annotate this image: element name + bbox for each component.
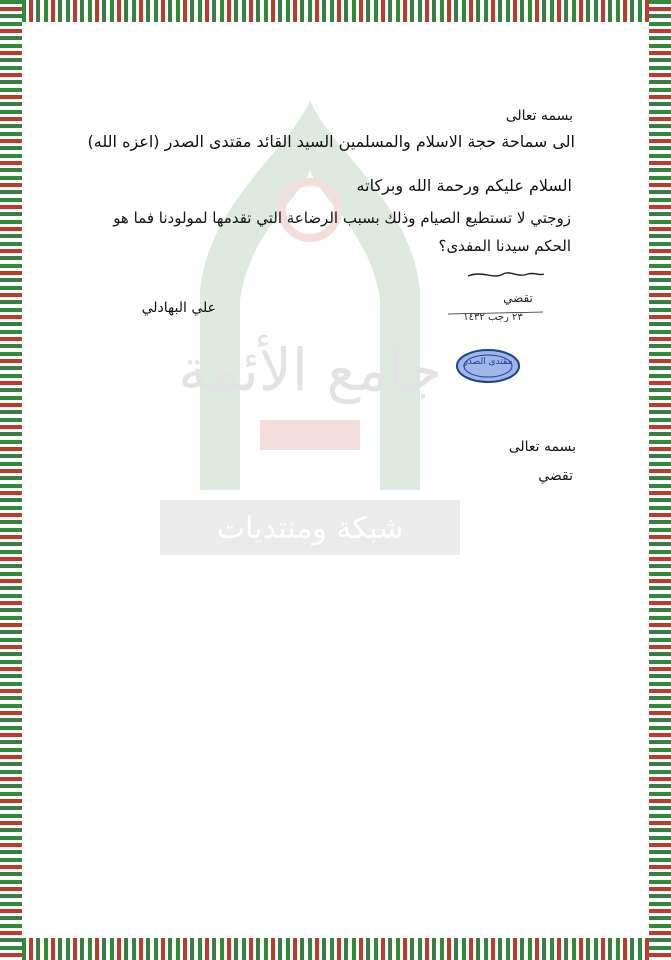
sender-name: علي البهادلي	[141, 300, 216, 316]
decorative-border-bottom	[0, 938, 671, 960]
handwritten-signature	[448, 262, 558, 322]
watermark-logo	[140, 90, 480, 570]
handwritten-answer: تقضي	[503, 291, 533, 305]
watermark-subtitle: شبكة ومنتديات	[216, 511, 404, 546]
question-line-2: الحكم سيدنا المفدى؟	[438, 237, 571, 255]
decorative-border-left	[0, 0, 22, 960]
decorative-border-right	[649, 0, 671, 960]
letter-greeting: السلام عليكم ورحمة الله وبركاته	[356, 176, 572, 195]
question-line-1: زوجتي لا تستطيع الصيام وذلك بسبب الرضاعة التي تقدمها لمولودنا فما هو	[113, 209, 571, 227]
reply-answer: تقضي	[538, 468, 573, 484]
stamp-text: مقتدى الصدر	[463, 357, 513, 367]
reply-basmala: بسمه تعالى	[508, 439, 576, 455]
watermark-title: جامع الأئمة	[178, 336, 442, 404]
letter-addressee: الى سماحة حجة الاسلام والمسلمين السيد القائد مقتدى الصدر (اعزه الله)	[87, 132, 575, 151]
letter-basmala: بسمه تعالى	[505, 108, 573, 124]
decorative-border-top	[0, 0, 671, 22]
handwritten-date: ٢٣ رجب ١٤٣٢	[463, 312, 523, 322]
